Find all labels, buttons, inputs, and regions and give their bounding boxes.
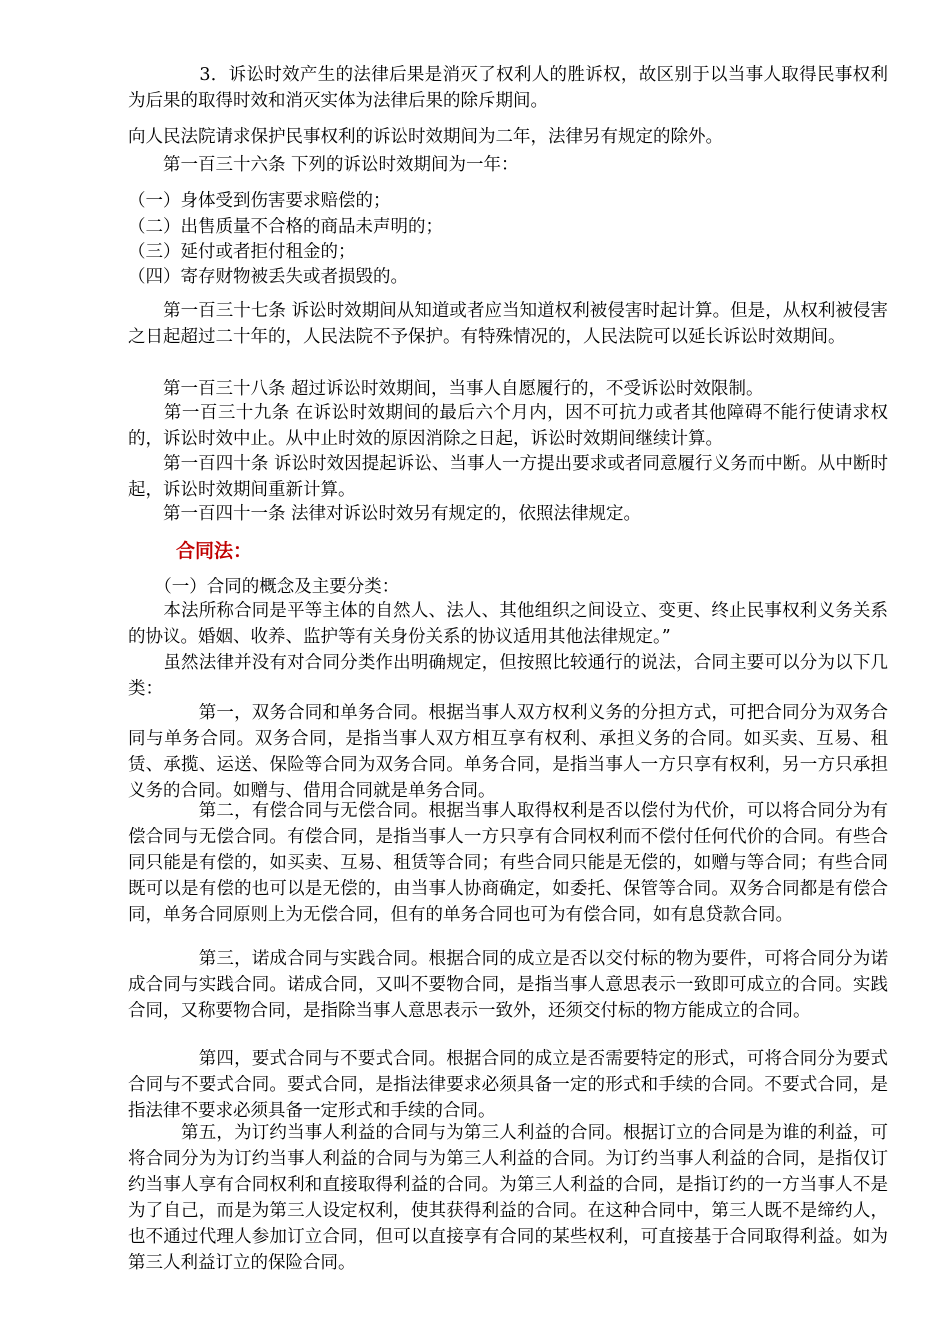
- list-item-4: （四）寄存财物被丢失或者损毁的。: [128, 267, 408, 287]
- paragraph-article-139: 第一百三十九条 在诉讼时效期间的最后六个月内，因不可抗力或者其他障碍不能行使请求权的，诉讼时效中止。从中止时效的原因消除之日起，诉讼时效期间继续计算。: [128, 403, 888, 449]
- paragraph-contract-definition: 本法所称合同是平等主体的自然人、法人、其他组织之间设立、变更、终止民事权利义务关系的协议。婚姻、收养、监护等有关身份关系的协议适用其他法律规定。”: [128, 601, 888, 647]
- paragraph-article-137: 第一百三十七条 诉讼时效期间从知道或者应当知道权利被侵害时起计算。但是，从权利被侵害之日起超过二十年的，人民法院不予保护。有特殊情况的，人民法院可以延长诉讼时效期间。: [128, 301, 888, 347]
- paragraph-onerous-gratuitous: 第二，有偿合同与无偿合同。根据当事人取得权利是否以偿付为代价，可以将合同分为有偿合同与无偿合同。有偿合同，是指当事人一方只享有合同权利而不偿付任何代价的合同。有些合同只能是有偿的，如买卖、互易、租赁等合同；有些合同只能是无偿的，如赠与等合同；有些合同既可以是有偿的也可以是无偿的，由当事人协商确定，如委托、保管等合同。双务合同都是有偿合同，单务合同原则上为无偿合同，但有的单务合同也可为有偿合同，如有息贷款合同。: [128, 801, 888, 925]
- paragraph-contract-concept-title: （一）合同的概念及主要分类：: [128, 577, 400, 597]
- paragraph-third-party-benefit: 第五，为订约当事人利益的合同与为第三人利益的合同。根据订立的合同是为谁的利益，可将合同分为为订约当事人利益的合同与为第三人利益的合同。为订约当事人利益的合同，是指仅订约当事人享有合同权利和直接取得利益的合同。为第三人利益的合同，是指订约的一方当事人不是为了自己，而是为第三人设定权利，使其获得利益的合同。在这种合同中，第三人既不是缔约人，也不通过代理人参加订立合同，但可以直接享有合同的某些权利，可直接基于合同取得利益。如为第三人利益订立的保险合同。: [128, 1123, 888, 1273]
- paragraph-contract-classification-intro: 虽然法律并没有对合同分类作出明确规定，但按照比较通行的说法，合同主要可以分为以下几类：: [128, 653, 888, 699]
- paragraph-consensual-real: 第三，诺成合同与实践合同。根据合同的成立是否以交付标的物为要件，可将合同分为诺成合同与实践合同。诺成合同，又叫不要物合同，是指当事人意思表示一致即可成立的合同。实践合同，又称要物合同，是指除当事人意思表示一致外，还须交付标的物方能成立的合同。: [128, 949, 888, 1021]
- paragraph-article-136: 第一百三十六条 下列的诉讼时效期间为一年：: [128, 155, 519, 175]
- paragraph-article-140: 第一百四十条 诉讼时效因提起诉讼、当事人一方提出要求或者同意履行义务而中断。从中断时起，诉讼时效期间重新计算。: [128, 454, 888, 500]
- paragraph-two-year-limit: 向人民法院请求保护民事权利的诉讼时效期间为二年，法律另有规定的除外。: [128, 127, 723, 147]
- paragraph-formal-informal: 第四，要式合同与不要式合同。根据合同的成立是否需要特定的形式，可将合同分为要式合同与不要式合同。要式合同，是指法律要求必须具备一定的形式和手续的合同。不要式合同，是指法律不要求必须具备一定形式和手续的合同。: [128, 1049, 888, 1121]
- paragraph-article-138: 第一百三十八条 超过诉讼时效期间，当事人自愿履行的，不受诉讼时效限制。: [128, 379, 764, 399]
- paragraph-bilateral-unilateral: 第一，双务合同和单务合同。根据当事人双方权利义务的分担方式，可把合同分为双务合同与单务合同。双务合同，是指当事人双方相互享有权利、承担义务的合同。如买卖、互易、租赁、承揽、运送、保险等合同为双务合同。单务合同，是指当事人一方只享有权利，另一方只承担义务的合同。如赠与、借用合同就是单务合同。: [128, 703, 888, 801]
- paragraph-statute-consequence: 3．诉讼时效产生的法律后果是消灭了权利人的胜诉权，故区别于以当事人取得民事权利为后果的取得时效和消灭实体为法律后果的除斥期间。: [128, 65, 888, 111]
- section-heading-contract-law: 合同法：: [176, 540, 253, 562]
- paragraph-article-141: 第一百四十一条 法律对诉讼时效另有规定的，依照法律规定。: [128, 504, 642, 524]
- list-item-2: （二）出售质量不合格的商品未声明的；: [128, 217, 443, 237]
- list-item-1: （一）身体受到伤害要求赔偿的；: [128, 191, 391, 211]
- list-item-3: （三）延付或者拒付租金的；: [128, 242, 356, 262]
